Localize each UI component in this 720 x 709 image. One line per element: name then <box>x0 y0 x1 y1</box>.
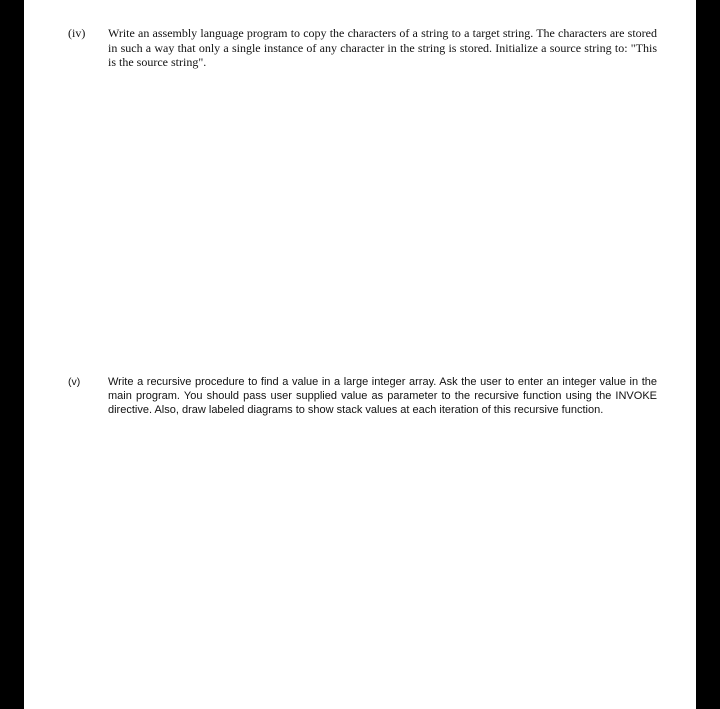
question-number: (iv) <box>68 26 86 40</box>
question-number: (v) <box>68 376 81 388</box>
question-text: Write an assembly language program to copy the characters of a string to a target string. The characters are stored in such a way that only a single instance of any character in the string is stored. Initialize a source string to: "This is the source string". <box>108 26 657 69</box>
question-text: Write a recursive procedure to find a value in a large integer array. Ask the user to enter an integer value in the main program. You should pass user supplied value as parameter to the recursive function using the INVOKE directive. Also, draw labeled diagrams to show stack values at each iteration of this recursive function. <box>108 376 657 416</box>
document-page <box>24 0 696 709</box>
